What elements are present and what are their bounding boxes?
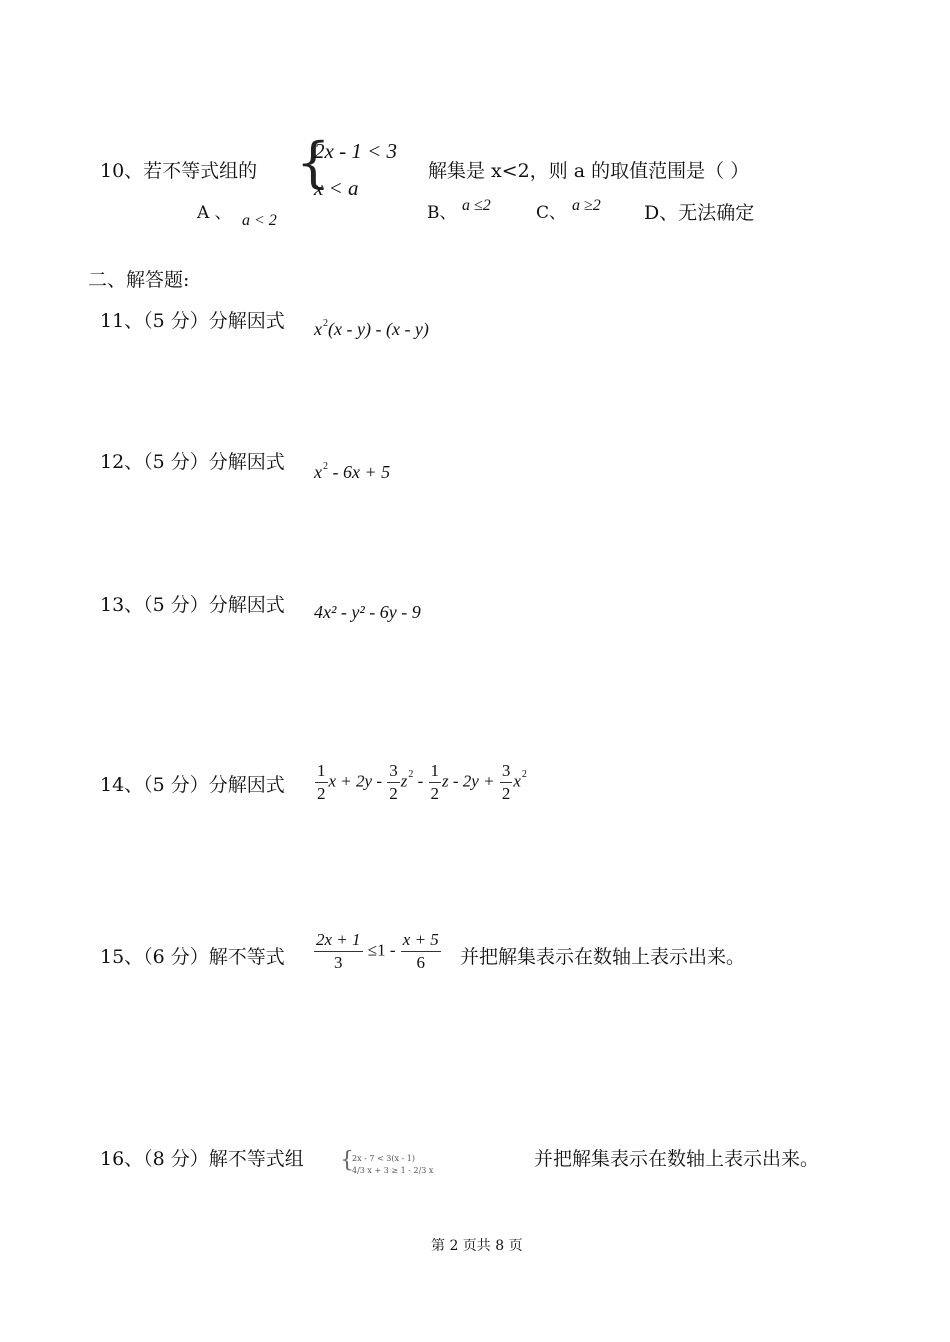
- q10-question-tail: 解集是 x<2，则 a 的取值范围是（ ）: [428, 160, 750, 182]
- q16-system-line1: 2x - 7 < 3(x - 1): [352, 1154, 415, 1163]
- q10-system-line1: 2x - 1 < 3: [314, 139, 397, 163]
- q10-option-d: D、无法确定: [644, 202, 755, 224]
- q15-label: 15、（6 分）解不等式: [100, 946, 285, 968]
- q16-system-line2: 4/3 x + 3 ≥ 1 - 2/3 x: [352, 1166, 434, 1175]
- q10-option-b-expr: a ≤2: [462, 197, 491, 214]
- q16-system-brace: {: [340, 1148, 354, 1173]
- q10-option-b-label: B、: [427, 203, 457, 223]
- q12-expression: $x^2 - 6x + 5$: [314, 461, 391, 482]
- q14-label: 14、（5 分）分解因式: [100, 774, 285, 796]
- system-brace: {: [296, 131, 331, 194]
- q10-option-a-label: A 、: [197, 203, 232, 223]
- q12-label: 12、（5 分）分解因式: [100, 451, 285, 473]
- q11-expression: $x^2(x - y) - (x - y)$: [314, 318, 429, 339]
- q13-expression: 4x² - y² - 6y - 9: [314, 602, 421, 622]
- q14-expression: $\frac{1}{2}$ x + 2y - $\frac{3}{2}$ $z^2$ - $\frac{1}{2}$ z - 2y + $\frac{3}{2}$ $x^2$: [317, 761, 527, 803]
- q10-option-c-label: C、: [536, 203, 567, 223]
- q10-label: 10、若不等式组的: [100, 160, 258, 182]
- page-footer: 第 2 页共 8 页: [431, 1238, 523, 1254]
- q10-option-a-expr: a < 2: [242, 212, 277, 229]
- q15-expression: $\frac{2x + 1}{3}$ ≤1 - $\frac{x + 5}{6}$: [316, 930, 439, 972]
- q13-label: 13、（5 分）分解因式: [100, 594, 285, 616]
- q11-label: 11、（5 分）分解因式: [100, 310, 285, 332]
- q10-system-line2: x < a: [314, 176, 359, 200]
- q10-option-c-expr: a ≥2: [572, 197, 601, 214]
- q16-tail: 并把解集表示在数轴上表示出来。: [534, 1148, 820, 1170]
- section-title: 二、解答题:: [88, 269, 190, 291]
- q15-tail: 并把解集表示在数轴上表示出来。: [460, 946, 746, 968]
- q16-label: 16、（8 分）解不等式组: [100, 1148, 304, 1170]
